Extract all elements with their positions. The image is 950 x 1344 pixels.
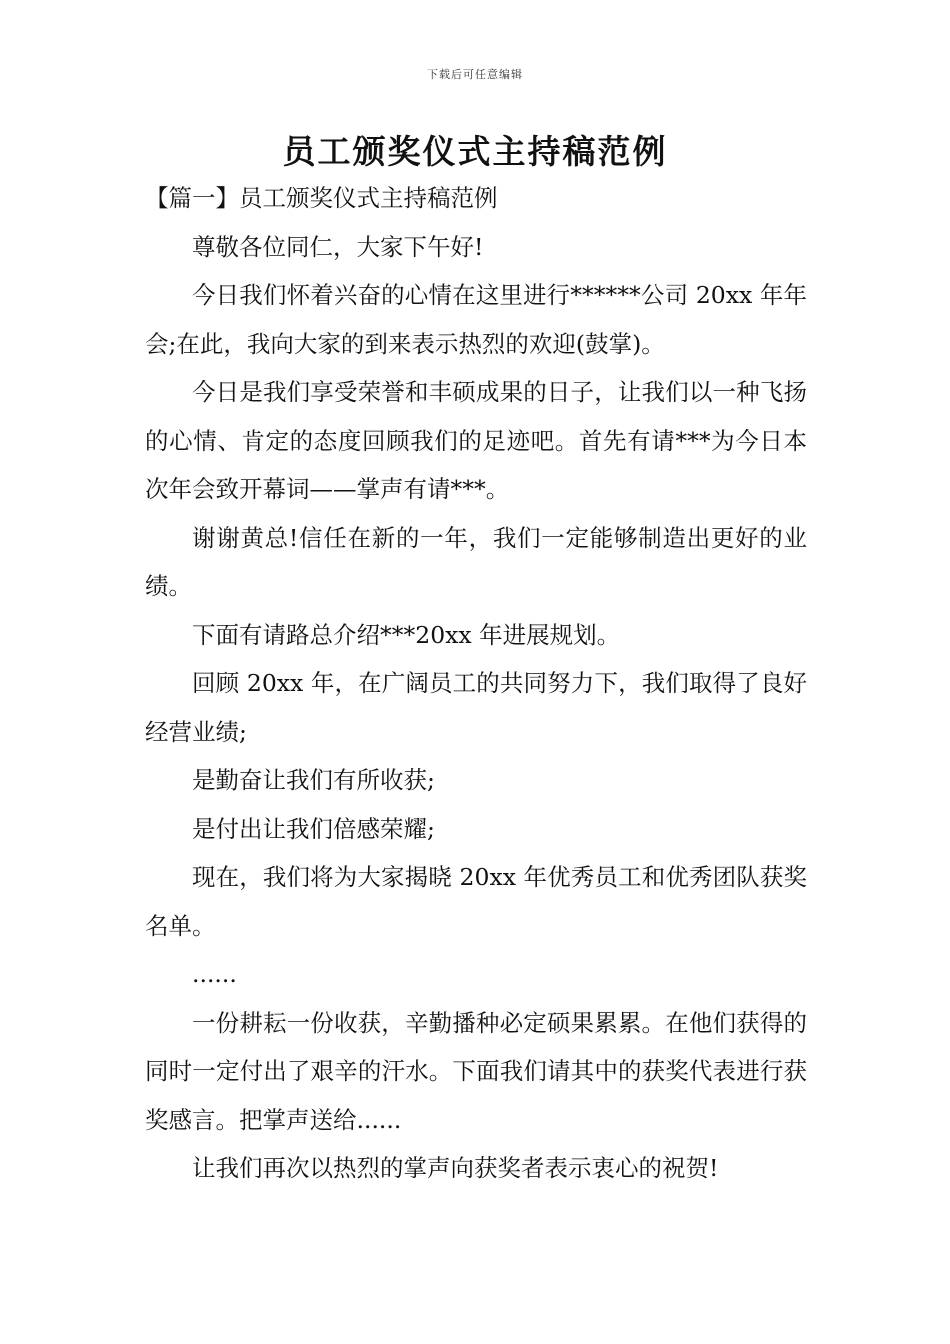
page-title: 员工颁奖仪式主持稿范例	[282, 132, 668, 171]
paragraph-honor-day: 今日是我们享受荣誉和丰硕成果的日子，让我们以一种飞扬的心情、肯定的态度回顾我们的足迹吧。首先有请***为今日本次年会致开幕词——掌声有请***。	[145, 378, 807, 503]
paragraph-harvest: 一份耕耘一份收获，辛勤播种必定硕果累累。在他们获得的同时一定付出了艰辛的汗水。下面我们请其中的获奖代表进行获奖感言。把掌声送给......	[145, 1008, 807, 1134]
paragraph-congratulations: 让我们再次以热烈的掌声向获奖者表示衷心的祝贺!	[192, 1154, 719, 1182]
paragraph-opening: 今日我们怀着兴奋的心情在这里进行******公司 20xx 年年会;在此，我向大家的到来表示热烈的欢迎(鼓掌)。	[145, 281, 807, 358]
paragraph-ellipsis: ......	[192, 960, 237, 988]
paragraph-plan-intro: 下面有请路总介绍***20xx 年进展规划。	[192, 620, 621, 649]
paragraph-diligence: 是勤奋让我们有所收获;	[192, 766, 435, 794]
header-note: 下载后可任意编辑	[427, 68, 523, 81]
document-body	[145, 174, 807, 1193]
paragraph-review: 回顾 20xx 年，在广阔员工的共同努力下，我们取得了良好经营业绩;	[145, 669, 807, 746]
paragraph-announcement: 现在，我们将为大家揭晓 20xx 年优秀员工和优秀团队获奖名单。	[145, 863, 807, 940]
section-heading: 【篇一】员工颁奖仪式主持稿范例	[145, 184, 498, 212]
paragraph-greeting: 尊敬各位同仁，大家下午好!	[192, 232, 484, 261]
paragraph-thanks: 谢谢黄总!信任在新的一年，我们一定能够制造出更好的业绩。	[145, 523, 807, 600]
paragraph-dedication: 是付出让我们倍感荣耀;	[192, 814, 435, 843]
